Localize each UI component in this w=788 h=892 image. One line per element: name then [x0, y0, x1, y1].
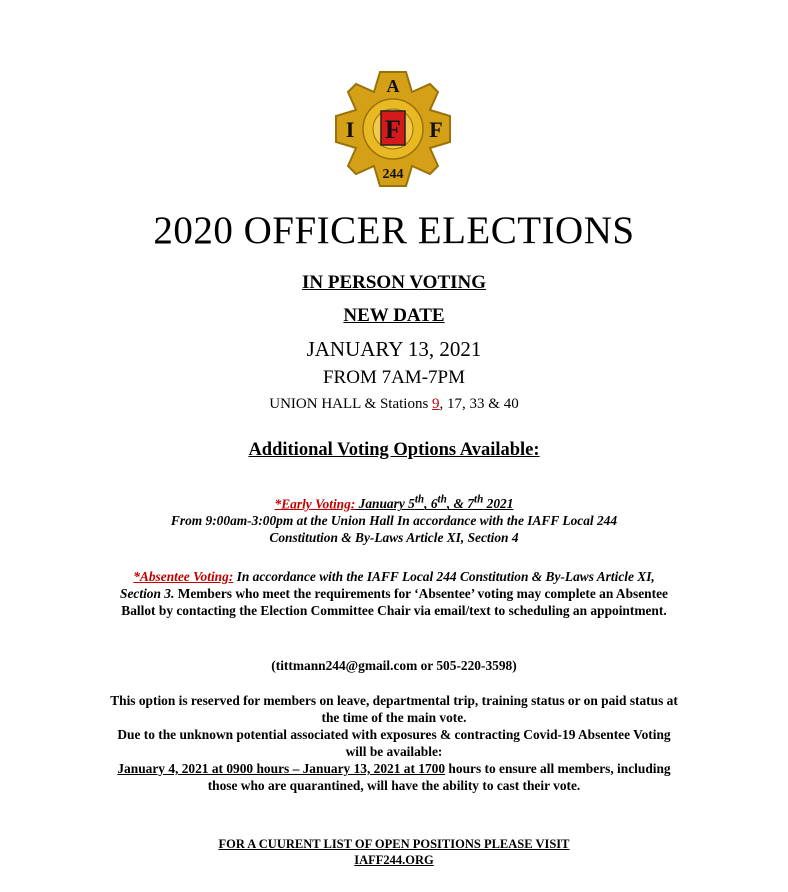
logo-letter-left: I [345, 117, 355, 142]
contact-info: (tittmann244@gmail.com or 505-220-3598) [271, 658, 517, 673]
absentee-voting-section: *Absentee Voting: In accordance with the IAFF Local 244 Constitution & By-Laws Article XI, Section 3. Members who meet the requirements for ‘Absentee’ voting may complete an Absentee Ballot by contacting the Election Committee Chair via email/text to scheduling an appointment. [120, 569, 668, 618]
logo-letter-top: A [386, 76, 400, 96]
absentee-voting-label: *Absentee Voting: [133, 569, 234, 584]
footer-website-link[interactable]: IAFF244.ORG [354, 853, 434, 867]
logo-letter-center: F [385, 115, 401, 144]
in-person-heading: IN PERSON VOTING [301, 272, 487, 293]
station-9-link[interactable]: 9 [432, 396, 440, 412]
logo-number: 244 [382, 167, 404, 182]
additional-options-heading: Additional Voting Options Available: [248, 440, 540, 460]
voting-hours: FROM 7AM-7PM [322, 367, 465, 388]
logo-letter-right: F [429, 117, 443, 142]
early-voting-line3: Constitution & By-Laws Article XI, Section 4 [269, 530, 519, 546]
footer-line1: FOR A CUURENT LIST OF OPEN POSITIONS PLEASE VISIT [218, 837, 570, 851]
absentee-option-info: This option is reserved for members on leave, departmental trip, training status or on paid status at the time of the main vote. Due to the unknown potential associated with exposures & contracting Covid-19 Absentee Voting will be available: January 4, 2021 at 0900 hours – January 13, 2021 at 1700 hours to ensure all members, including those who are quarantined, will have the ability to cast their vote. [110, 693, 678, 793]
early-voting-section: *Early Voting: January 5th, 6th, & 7th 2021 From 9:00am-3:00pm at the Union Hall In accordance with the IAFF Local 244 Constitution & By-Laws Article XI, Section 4 [0, 492, 788, 546]
early-voting-label: *Early Voting: [274, 496, 356, 512]
new-date-heading: NEW DATE [343, 305, 445, 326]
voting-location: UNION HALL & Stations 9, 17, 33 & 40 [269, 396, 519, 412]
page-title: 2020 OFFICER ELECTIONS [153, 209, 635, 252]
early-voting-line2: From 9:00am-3:00pm at the Union Hall In accordance with the IAFF Local 244 [170, 513, 618, 529]
voting-date: JANUARY 13, 2021 [306, 337, 482, 361]
footer [0, 836, 788, 868]
iaff-local-244-logo [334, 70, 452, 188]
